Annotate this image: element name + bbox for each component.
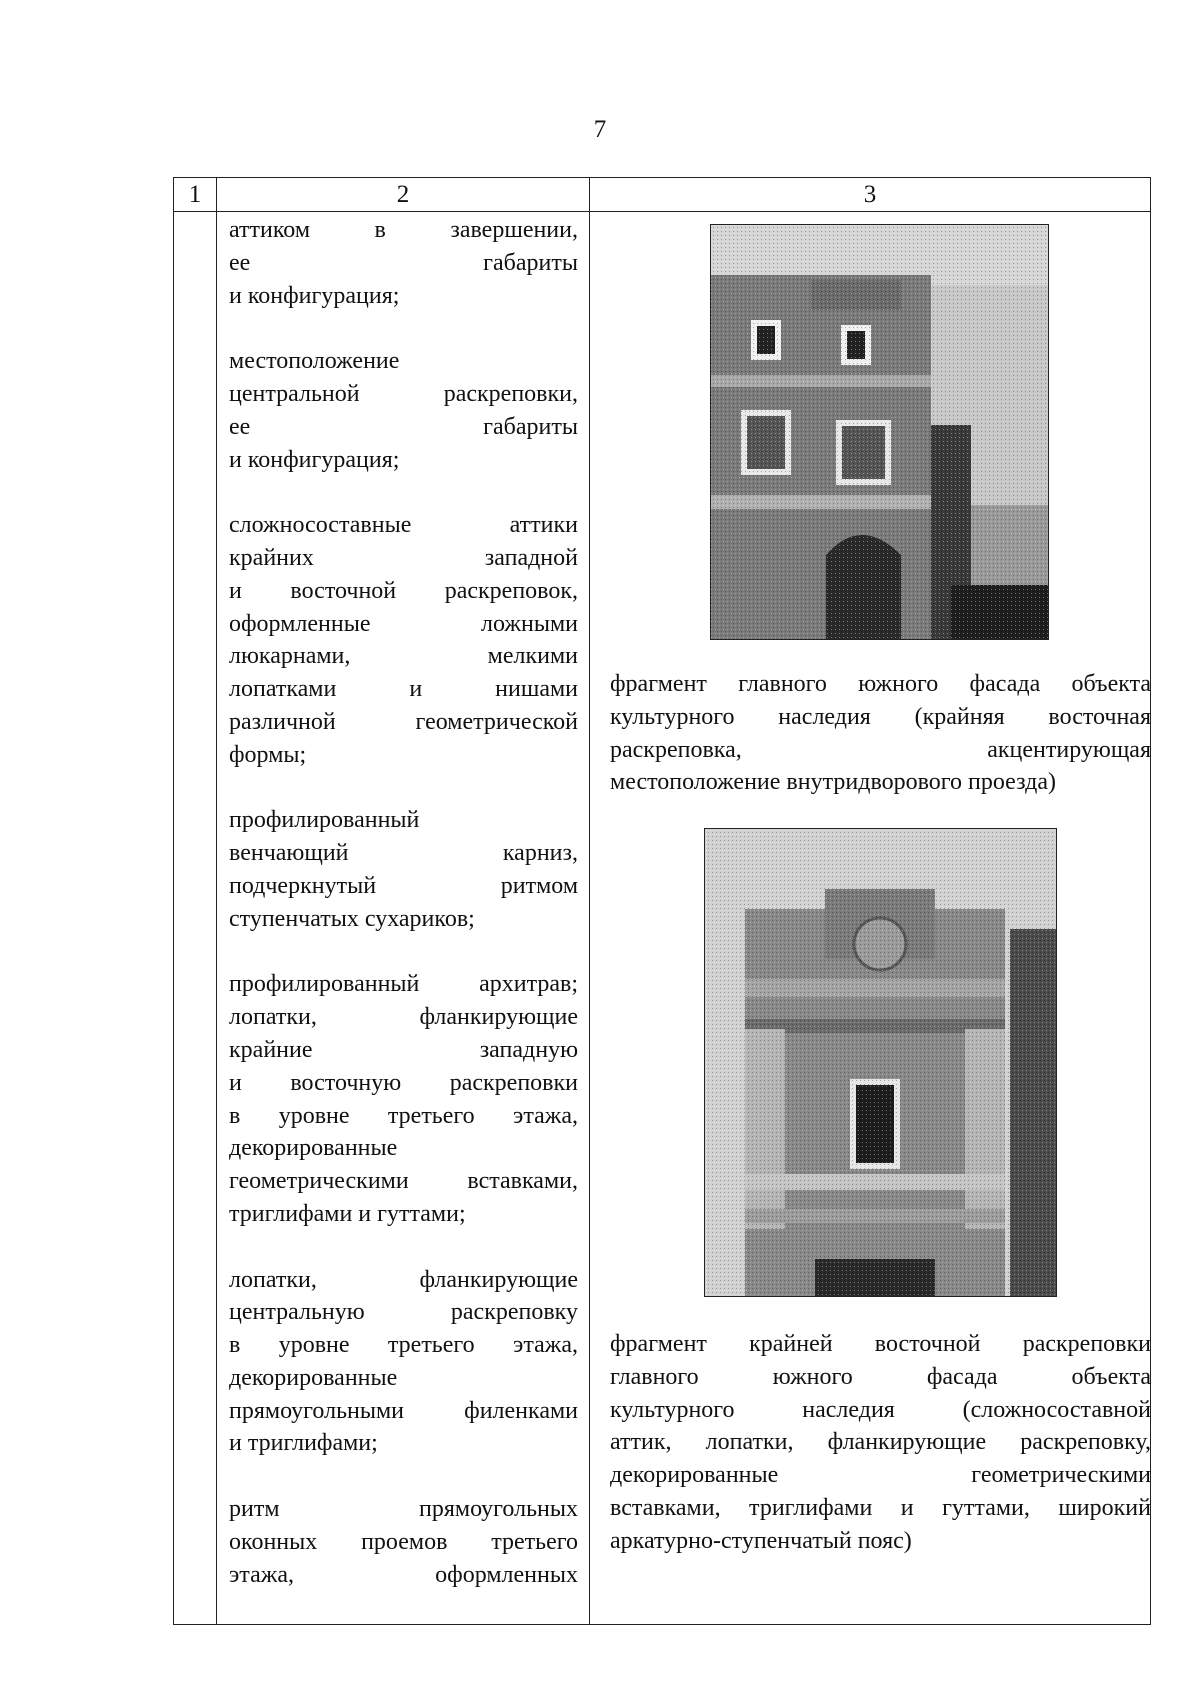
facade-photo-2 [704,828,1057,1297]
description-line: лопатки, фланкирующие [229,1004,578,1031]
page-number: 7 [593,116,607,143]
description-paragraph [229,968,578,1230]
description-line: и триглифами; [229,1430,378,1457]
caption-line: главного южного фасада объекта [610,1363,1151,1390]
description-line: и восточной раскреповок, [229,577,578,604]
caption-line: культурного наследия (сложносоставной [610,1396,1151,1423]
description-line: подчеркнутый ритмом [229,872,578,899]
description-line: профилированный архитрав; [229,971,578,998]
description-line: декорированные [229,1135,398,1162]
description-line: профилированный [229,807,420,834]
caption-line: аттик, лопатки, фланкирующие раскреповку, [610,1429,1151,1456]
description-line: геометрическими вставками, [229,1168,578,1195]
caption-line: фрагмент главного южного фасада объекта [610,671,1151,697]
description-paragraph [229,509,578,771]
description-line: аттиком в завершении, [229,217,578,243]
description-line: крайних западной [229,544,578,571]
caption-line: местоположение внутридворового проезда) [610,769,1057,796]
photo-2-caption [610,1328,1151,1558]
caption-line: декорированные геометрическими [610,1462,1151,1489]
description-paragraph [229,804,578,935]
description-line: центральной раскреповки, [229,380,578,407]
description-line: ее габариты [229,249,578,276]
heritage-table [173,177,1151,1625]
description-paragraph [229,345,578,476]
description-paragraph [229,1264,578,1461]
photos-cell [590,212,1151,1625]
description-line: сложносоставные аттики [229,512,578,539]
description-line: центральную раскреповку [229,1299,578,1326]
caption-line: вставками, триглифами и гуттами, широкий [610,1494,1151,1521]
description-line: лопатки, фланкирующие [229,1266,578,1293]
description-line: формы; [229,741,307,768]
description-cell [217,212,590,1625]
description-line: в уровне третьего этажа, [229,1102,578,1129]
description-line: местоположение [229,348,400,375]
table-header-row [174,178,1151,212]
photo-1-caption [610,668,1151,799]
description-line: лопатками и нишами [229,676,578,703]
description-paragraphs [229,214,578,1591]
description-line: крайние западную [229,1036,578,1063]
description-line: ее габариты [229,413,578,440]
header-cell-1: 1 [174,178,217,212]
description-line: и конфигурация; [229,446,400,473]
description-line: и конфигурация; [229,282,400,309]
description-line: венчающий карниз, [229,840,578,867]
description-line: прямоугольными филенками [229,1397,578,1424]
description-paragraph [229,1493,578,1591]
caption-line: фрагмент крайней восточной раскреповки [610,1331,1151,1357]
number-cell [174,212,217,1625]
description-line: оформленные ложными [229,610,578,637]
description-line: триглифами и гуттами; [229,1200,466,1227]
description-line: в уровне третьего этажа, [229,1332,578,1359]
caption-line: культурного наследия (крайняя восточная [610,703,1151,730]
facade-photo-1 [710,224,1049,640]
caption-line: аркатурно-ступенчатый пояс) [610,1527,912,1554]
description-line: ритм прямоугольных [229,1496,578,1523]
table-body-row [174,212,1151,1625]
description-line: этажа, оформленных [229,1561,578,1588]
caption-line: раскреповка, акцентирующая [610,736,1151,763]
description-line: оконных проемов третьего [229,1528,578,1555]
description-line: и восточную раскреповки [229,1069,578,1096]
description-line: люкарнами, мелкими [229,643,578,670]
description-paragraph [229,214,578,312]
header-cell-3: 3 [590,178,1151,212]
description-line: ступенчатых сухариков; [229,905,475,932]
header-cell-2: 2 [217,178,590,212]
description-line: декорированные [229,1364,398,1391]
description-line: различной геометрической [229,708,578,735]
